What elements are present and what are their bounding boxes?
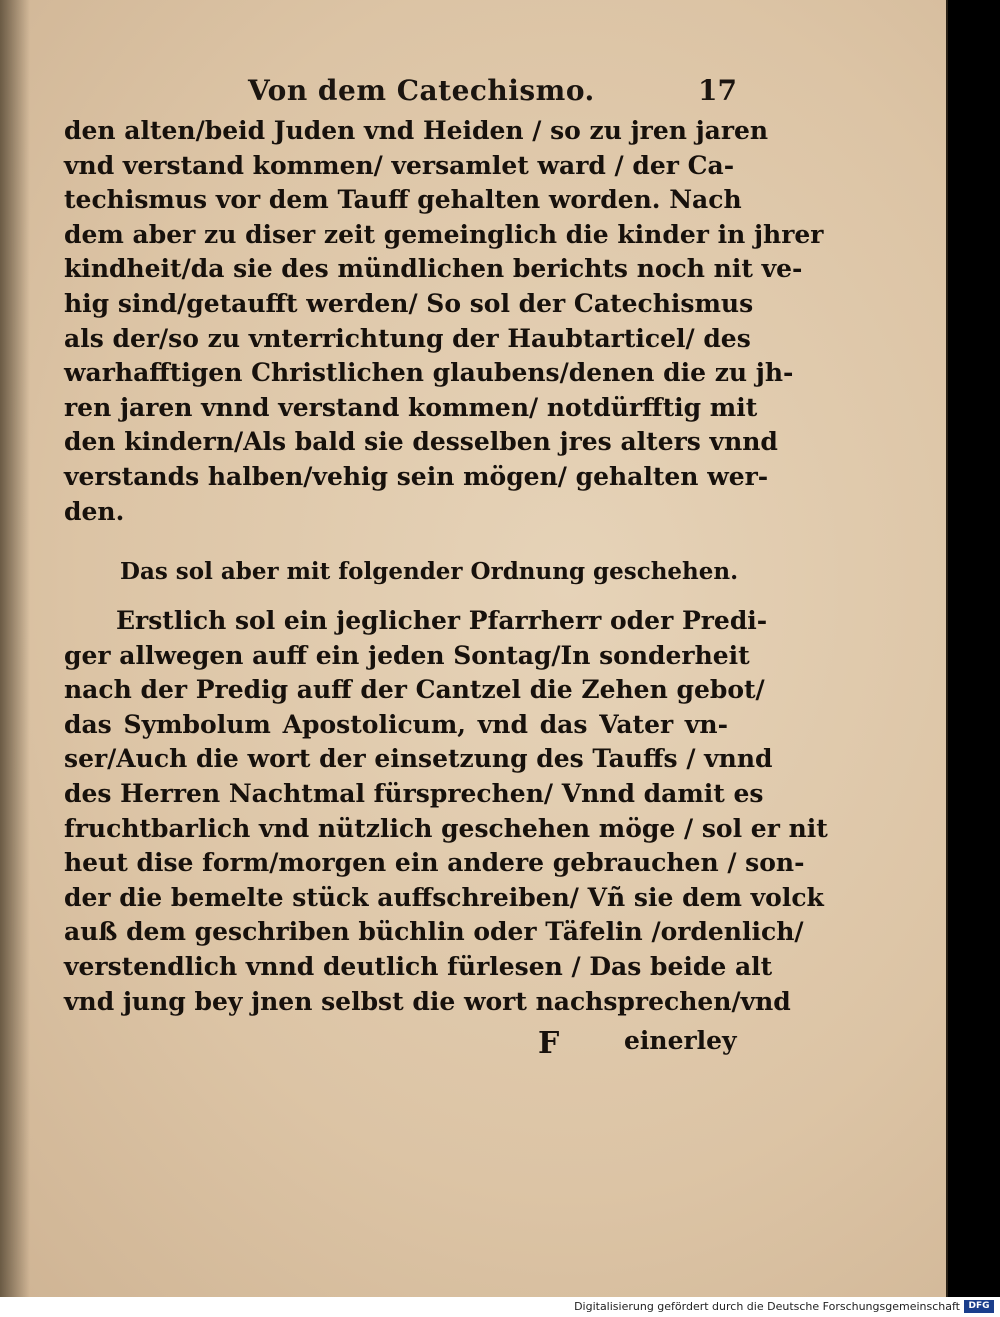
running-head: Von dem Catechismo. <box>248 74 595 107</box>
page-header <box>0 74 946 114</box>
text-line: als der/so zu vnterrichtung der Haubtarticel/ des <box>64 323 751 353</box>
text-line: das Symbolum Apostolicum, vnd das Vater vn- <box>64 709 728 739</box>
signature-mark: F <box>538 1026 560 1061</box>
text-line: fruchtbarlich vnd nützlich geschehen möge / sol er nit <box>64 813 828 843</box>
text-line: heut dise form/morgen ein andere gebrauchen / son- <box>64 848 805 878</box>
paragraph-1 <box>64 114 824 529</box>
text-line: hig sind/getaufft werden/ So sol der Catechismus <box>64 288 754 318</box>
text-line: ren jaren vnnd verstand kommen/ notdürfftig mit <box>64 392 758 422</box>
paragraph-2 <box>64 604 828 1019</box>
text-line: den kindern/Als bald sie desselben jres alters vnnd <box>64 427 778 457</box>
text-line: des Herren Nachtmal fürsprechen/ Vnnd damit es <box>64 778 764 808</box>
text-line: auß dem geschriben büchlin oder Täfelin /ordenlich/ <box>64 917 804 947</box>
text-line: den. <box>64 496 125 526</box>
dfg-logo-icon[interactable]: DFG <box>964 1300 994 1313</box>
text-line: vnd jung bey jnen selbst die wort nachsprechen/vnd <box>64 986 791 1016</box>
gutter-shadow <box>0 0 30 1297</box>
text-line: warhafftigen Christlichen glaubens/denen die zu jh- <box>64 358 794 388</box>
text-line: verstendlich vnnd deutlich fürlesen / Das beide alt <box>64 951 773 981</box>
funding-credit: Digitalisierung gefördert durch die Deutsche Forschungsgemeinschaft <box>574 1300 960 1313</box>
catchword: einerley <box>624 1026 737 1055</box>
footer-bar <box>0 1297 1000 1317</box>
text-line: der die bemelte stück auffschreiben/ Vñ sie dem volck <box>64 882 824 912</box>
text-line: dem aber zu diser zeit gemeinglich die kinder in jhrer <box>64 219 824 249</box>
text-line: den alten/beid Juden vnd Heiden / so zu jren jaren <box>64 116 769 145</box>
text-line: ger allwegen auff ein jeden Sontag/In sonderheit <box>64 640 750 670</box>
section-subheading: Das sol aber mit folgender Ordnung geschehen. <box>120 558 739 585</box>
text-line: kindheit/da sie des mündlichen berichts noch nit ve- <box>64 254 803 284</box>
text-line: techismus vor dem Tauff gehalten worden. Nach <box>64 185 742 215</box>
text-line: verstands halben/vehig sein mögen/ gehalten wer- <box>64 461 769 491</box>
text-line: Erstlich sol ein jeglicher Pfarrherr oder Predi- <box>116 606 768 635</box>
text-line: vnd verstand kommen/ versamlet ward / der Ca- <box>64 150 735 180</box>
text-line: nach der Predig auff der Cantzel die Zehen gebot/ <box>64 675 765 705</box>
text-line: ser/Auch die wort der einsetzung des Tauffs / vnnd <box>64 744 773 774</box>
folio-number: 17 <box>698 74 737 107</box>
